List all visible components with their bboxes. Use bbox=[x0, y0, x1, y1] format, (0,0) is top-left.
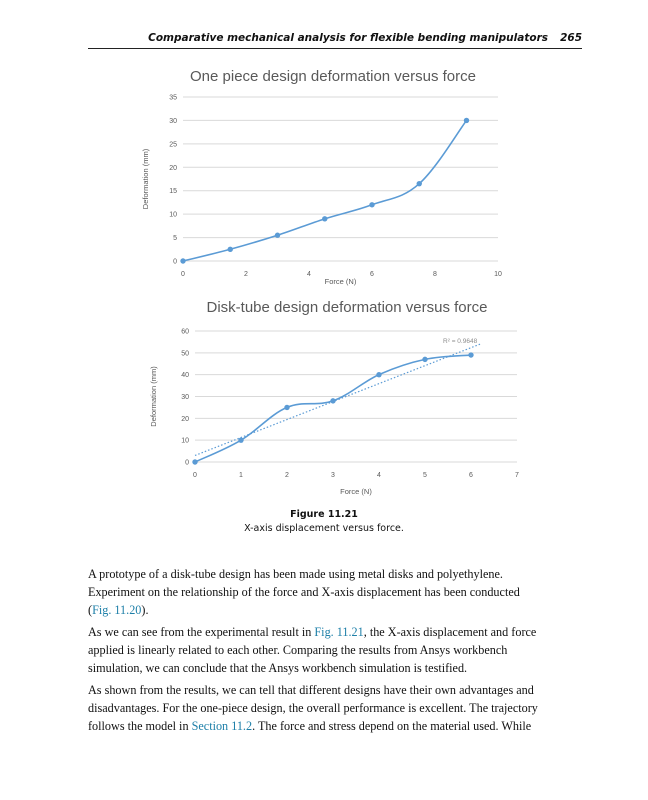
data-point bbox=[422, 357, 427, 362]
y-tick-label: 50 bbox=[181, 350, 189, 358]
data-point bbox=[228, 247, 233, 252]
text-line: A prototype of a disk-tube design has been made using metal disks and polyethylene. bbox=[88, 567, 503, 581]
x-tick-label: 0 bbox=[193, 472, 197, 479]
y-tick-label: 25 bbox=[169, 141, 177, 149]
figure-link[interactable]: Fig. 11.20 bbox=[92, 603, 142, 617]
text-line: (Fig. 11.20). bbox=[88, 603, 149, 617]
x-tick-label: 6 bbox=[469, 472, 473, 479]
text-line: As we can see from the experimental result in Fig. 11.21, the X-axis displacement and force bbox=[88, 625, 537, 639]
y-tick-label: 15 bbox=[169, 188, 177, 196]
data-point bbox=[238, 437, 243, 442]
running-title: Comparative mechanical analysis for flexible bending manipulators bbox=[148, 32, 548, 44]
text-line: disadvantages. For the one-piece design, the overall performance is excellent. The trajectory bbox=[88, 701, 538, 715]
y-tick-label: 10 bbox=[169, 211, 177, 219]
data-point bbox=[464, 118, 469, 123]
x-tick-label: 4 bbox=[307, 271, 311, 278]
figure-label: Figure 11.21 bbox=[290, 509, 358, 520]
y-tick-label: 0 bbox=[185, 459, 189, 467]
y-tick-label: 40 bbox=[181, 372, 189, 380]
text-line: As shown from the results, we can tell that different designs have their own advantages and bbox=[88, 683, 534, 697]
x-axis-label: Force (N) bbox=[340, 487, 372, 496]
y-axis-label: Deformation (mm) bbox=[141, 148, 150, 210]
y-tick-label: 30 bbox=[169, 117, 177, 125]
figure-caption: X-axis displacement versus force. bbox=[244, 523, 404, 534]
x-tick-label: 8 bbox=[433, 271, 437, 278]
page-number: 265 bbox=[560, 32, 582, 44]
data-point bbox=[330, 398, 335, 403]
data-point bbox=[417, 181, 422, 186]
chart-title: Disk-tube design deformation versus force bbox=[206, 299, 488, 316]
x-tick-label: 5 bbox=[423, 472, 427, 479]
paragraph-2 bbox=[88, 623, 582, 677]
text-line: follows the model in Section 11.2. The force and stress depend on the material used. While bbox=[88, 719, 532, 733]
y-tick-label: 10 bbox=[181, 437, 189, 445]
chart-disk-tube bbox=[0, 290, 648, 505]
data-point bbox=[275, 233, 280, 238]
text-line: applied is linearly related to each other. Comparing the results from Ansys workbench bbox=[88, 643, 508, 657]
y-tick-label: 5 bbox=[173, 235, 177, 243]
x-tick-label: 3 bbox=[331, 472, 335, 479]
data-point bbox=[180, 258, 185, 263]
y-tick-label: 20 bbox=[181, 415, 189, 423]
paragraph-3 bbox=[88, 681, 582, 735]
y-tick-label: 60 bbox=[181, 328, 189, 336]
text-line: simulation, we can conclude that the Ansys workbench simulation is testified. bbox=[88, 661, 468, 675]
running-header bbox=[88, 30, 582, 49]
r-squared-label: R² = 0.9648 bbox=[443, 338, 478, 346]
x-tick-label: 0 bbox=[181, 271, 185, 278]
data-point bbox=[468, 352, 473, 357]
figure-link[interactable]: Fig. 11.21 bbox=[314, 625, 364, 639]
x-axis-label: Force (N) bbox=[324, 277, 357, 286]
y-tick-label: 35 bbox=[169, 94, 177, 102]
chart-one-piece bbox=[0, 60, 648, 290]
section-link[interactable]: Section 11.2 bbox=[191, 719, 253, 733]
x-tick-label: 4 bbox=[377, 472, 381, 479]
data-point bbox=[369, 202, 374, 207]
x-tick-label: 7 bbox=[515, 472, 519, 479]
x-tick-label: 1 bbox=[239, 472, 243, 479]
x-tick-label: 2 bbox=[244, 271, 248, 278]
y-tick-label: 0 bbox=[173, 258, 177, 266]
data-point bbox=[284, 405, 289, 410]
data-point bbox=[376, 372, 381, 377]
data-point bbox=[322, 216, 327, 221]
data-point bbox=[192, 459, 197, 464]
chart-title: One piece design deformation versus force bbox=[190, 68, 476, 85]
text-line: Experiment on the relationship of the force and X-axis displacement has been conducted bbox=[88, 585, 520, 599]
x-tick-label: 2 bbox=[285, 472, 289, 479]
x-tick-label: 6 bbox=[370, 271, 374, 278]
paragraph-1 bbox=[88, 565, 582, 619]
y-axis-label: Deformation (mm) bbox=[149, 366, 158, 427]
y-tick-label: 30 bbox=[181, 394, 189, 401]
series-line bbox=[195, 355, 471, 462]
x-tick-label: 10 bbox=[494, 271, 502, 278]
y-tick-label: 20 bbox=[169, 164, 177, 172]
